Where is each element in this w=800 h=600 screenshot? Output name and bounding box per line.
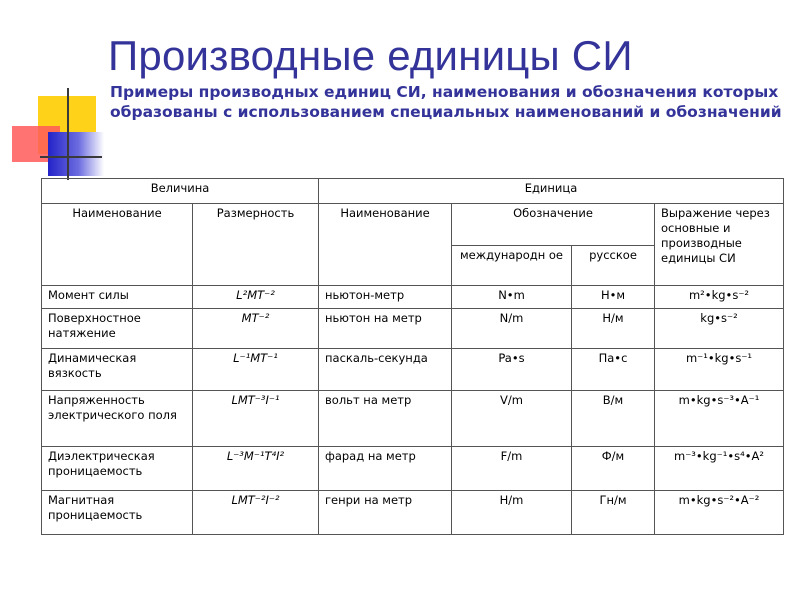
- decor-vertical-line: [67, 88, 69, 180]
- cell-expression: m⁻³•kg⁻¹•s⁴•A²: [655, 447, 784, 491]
- slide-subtitle: Примеры производных единиц СИ, наименования и обозначения которых образованы с использованием специальных наименований и обозначений: [110, 83, 782, 121]
- decor-blue-square: [48, 132, 104, 176]
- cell-dimension: MT⁻²: [193, 309, 319, 349]
- cell-expression: kg•s⁻²: [655, 309, 784, 349]
- slide-title: Производные единицы СИ: [108, 32, 633, 79]
- cell-quantity: Диэлектрическая проницаемость: [42, 447, 193, 491]
- table-row: [42, 491, 784, 535]
- cell-expression: m⁻¹•kg•s⁻¹: [655, 349, 784, 391]
- header-symbol-russian: русское: [572, 246, 655, 286]
- cell-symbol-international: V/m: [452, 391, 572, 447]
- cell-unit-name: ньютон-метр: [319, 286, 452, 309]
- decor-horizontal-line: [40, 156, 102, 158]
- cell-dimension: LMT⁻³I⁻¹: [193, 391, 319, 447]
- cell-unit-name: вольт на метр: [319, 391, 452, 447]
- cell-expression: m²•kg•s⁻²: [655, 286, 784, 309]
- column-header-row: [42, 204, 784, 246]
- cell-symbol-russian: Ф/м: [572, 447, 655, 491]
- cell-symbol-russian: В/м: [572, 391, 655, 447]
- table-row: [42, 391, 784, 447]
- table-row: [42, 309, 784, 349]
- cell-symbol-russian: Гн/м: [572, 491, 655, 535]
- header-unit-name: Наименование: [319, 204, 452, 286]
- table-row: [42, 447, 784, 491]
- group-header-row: [42, 179, 784, 204]
- header-expression: Выражение через основные и производные единицы СИ: [655, 204, 784, 286]
- header-dimension: Размерность: [193, 204, 319, 286]
- group-header-quantity: Величина: [42, 179, 319, 204]
- cell-quantity: Напряженность электрического поля: [42, 391, 193, 447]
- cell-quantity: Магнитная проницаемость: [42, 491, 193, 535]
- cell-unit-name: ньютон на метр: [319, 309, 452, 349]
- si-units-table: [41, 178, 784, 535]
- cell-dimension: L⁻¹MT⁻¹: [193, 349, 319, 391]
- table-row: [42, 286, 784, 309]
- cell-symbol-international: N/m: [452, 309, 572, 349]
- cell-symbol-international: Pa•s: [452, 349, 572, 391]
- cell-expression: m•kg•s⁻³•A⁻¹: [655, 391, 784, 447]
- cell-symbol-international: H/m: [452, 491, 572, 535]
- cell-dimension: LMT⁻²I⁻²: [193, 491, 319, 535]
- cell-unit-name: фарад на метр: [319, 447, 452, 491]
- cell-symbol-international: F/m: [452, 447, 572, 491]
- cell-quantity: Момент силы: [42, 286, 193, 309]
- header-symbol: Обозначение: [452, 204, 655, 246]
- cell-unit-name: паскаль-секунда: [319, 349, 452, 391]
- cell-dimension: L²MT⁻²: [193, 286, 319, 309]
- cell-symbol-russian: Па•с: [572, 349, 655, 391]
- header-symbol-international: международн ое: [452, 246, 572, 286]
- cell-dimension: L⁻³M⁻¹T⁴I²: [193, 447, 319, 491]
- header-quantity-name: Наименование: [42, 204, 193, 286]
- cell-symbol-russian: Н•м: [572, 286, 655, 309]
- group-header-unit: Единица: [319, 179, 784, 204]
- cell-quantity: Поверхностное натяжение: [42, 309, 193, 349]
- cell-symbol-international: N•m: [452, 286, 572, 309]
- cell-symbol-russian: Н/м: [572, 309, 655, 349]
- cell-unit-name: генри на метр: [319, 491, 452, 535]
- cell-expression: m•kg•s⁻²•A⁻²: [655, 491, 784, 535]
- table-row: [42, 349, 784, 391]
- cell-quantity: Динамическая вязкость: [42, 349, 193, 391]
